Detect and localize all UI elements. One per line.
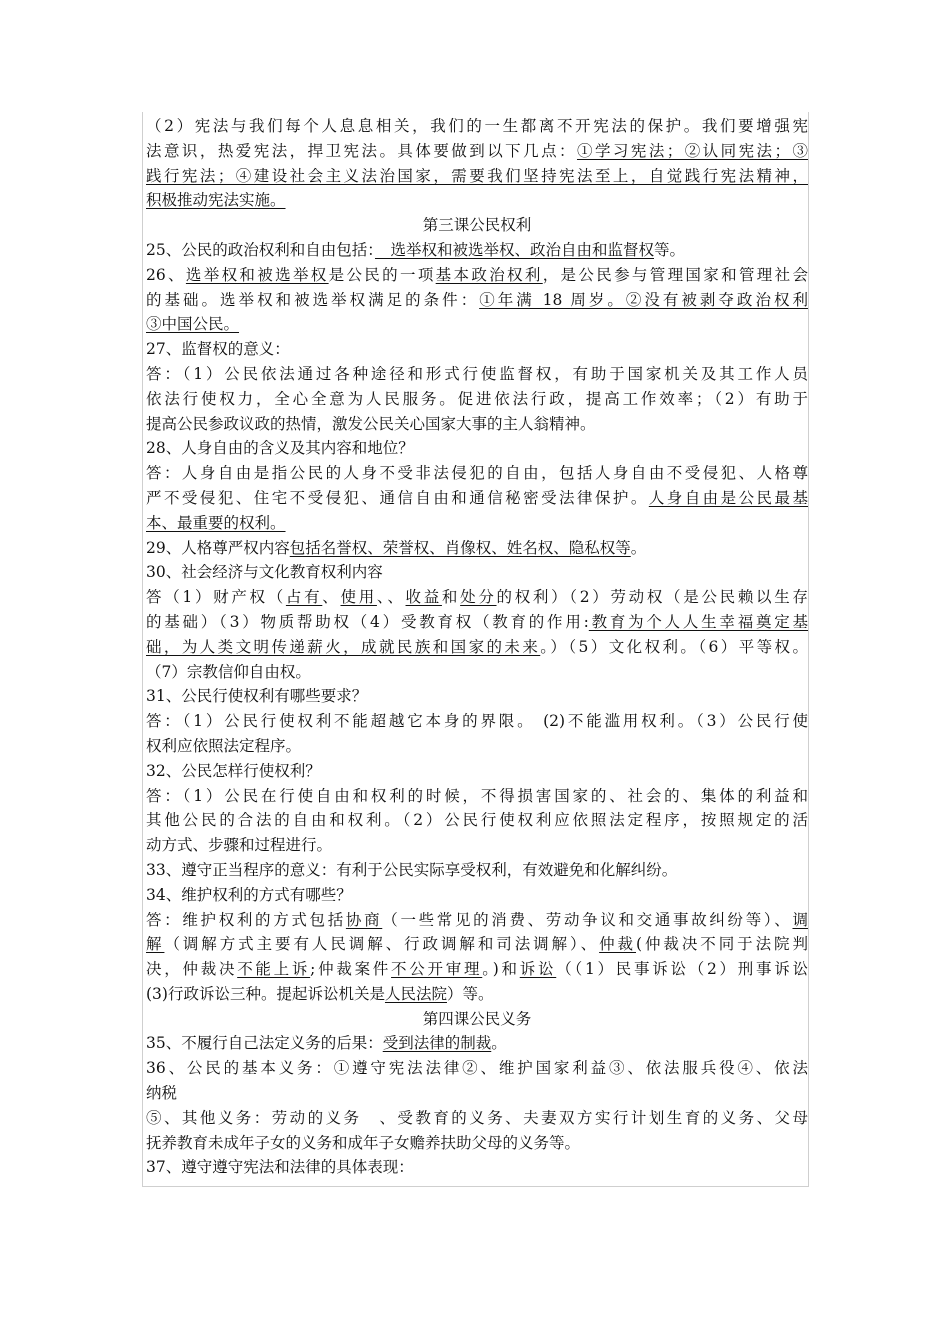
text-line: 践行宪法；④建设社会主义法治国家，需要我们坚持宪法至上，自觉践行宪法精神， [146,166,808,185]
text-line: 答：（1）公民行使权利不能超越它本身的界限。 (2)不能滥用权利。（3）公民行使 [146,712,808,731]
text-line: 抚养教育未成年子女的义务和成年子女赡养扶助父母的义务等。 [146,1133,581,1152]
question-line: 27、监督权的意义： [146,340,290,359]
section-heading: 第三课公民权利 [422,216,532,235]
question-line: 37、遵守遵守宪法和法律的具体表现： [146,1158,414,1177]
text-line: （2）宪法与我们每个人息息相关，我们的一生都离不开宪法的保护。我们要增强宪 [146,117,808,135]
question-line: 32、公民怎样行使权利？ [146,761,321,780]
text-line: 纳税 [146,1084,178,1103]
text-line: 35、不履行自己法定义务的后果：受到法律的制裁。 [146,1034,507,1053]
question-line: 28、人身自由的含义及其内容和地位？ [146,439,414,458]
text-line: 33、遵守正当程序的意义：有利于公民实际享受权利，有效避免和化解纠纷。 [146,860,678,879]
text-line: 答：维护权利的方式包括协商（一些常见的消费、劳动争议和交通事故纠纷等）、调 [146,910,808,929]
text-line: 答（1）财产权（占有、使用、、收益和处分的权利）（2）劳动权（是公民赖以生存 [146,588,808,607]
text-line: 依法行使权力，全心全意为人民服务。促进依法行政，提高工作效率；（2）有助于 [146,389,808,408]
text-line: 础，为人类文明传递薪火，成就民族和国家的未来。）（5）文化权利。（6）平等权。 [146,637,808,656]
text-line: 法意识，热爱宪法，捍卫宪法。具体要做到以下几点：①学习宪法；②认同宪法；③ [146,141,808,160]
text-line: 26、选举权和被选举权是公民的一项基本政治权利，是公民参与管理国家和管理社会 [146,265,808,284]
text-line: ⑤、其他义务：劳动的义务 、受教育的义务、夫妻双方实行计划生育的义务、父母 [146,1108,808,1127]
text-line: 的基础）（3）物质帮助权（4）受教育权（教育的作用:教育为个人人生幸福奠定基 [146,612,808,631]
text-line: 答：人身自由是指公民的人身不受非法侵犯的自由，包括人身自由不受侵犯、人格尊 [146,464,808,483]
text-line: 答：（1）公民依法通过各种途径和形式行使监督权，有助于国家机关及其工作人员 [146,364,808,383]
text-line: 的基础。选举权和被选举权满足的条件：①年满 18 周岁。②没有被剥夺政治权利 [146,290,808,309]
text-line: 36、公民的基本义务：①遵守宪法法律②、维护国家利益③、依法服兵役④、依法 [146,1059,808,1078]
text-line: 动方式、步骤和过程进行。 [146,836,333,855]
text-line: 提高公民参政议政的热情，激发公民关心国家大事的主人翁精神。 [146,414,596,433]
question-line: 31、公民行使权利有哪些要求？ [146,687,368,706]
document-body [146,114,808,1180]
text-line: 严不受侵犯、住宅不受侵犯、通信自由和通信秘密受法律保护。人身自由是公民最基 [146,488,808,507]
question-line: 30、社会经济与文化教育权利内容 [146,563,383,582]
text-line: 25、公民的政治权利和自由包括： 选举权和被选举权、政治自由和监督权等。 [146,240,686,259]
text-line: 答：（1）公民在行使自由和权利的时候，不得损害国家的、社会的、集体的利益和 [146,786,808,805]
text-line: 积极推动宪法实施。 [146,191,286,210]
text-line: ③中国公民。 [146,315,240,334]
text-line: 本、最重要的权利。 [146,513,286,532]
question-line: 34、维护权利的方式有哪些？ [146,885,352,904]
text-line: 解（调解方式主要有人民调解、行政调解和司法调解）、仲裁(仲裁决不同于法院判 [146,935,808,954]
text-line: 权利应依照法定程序。 [146,736,302,755]
text-line: 决，仲裁决不能上诉;仲裁案件不公开审理。)和诉讼（（1）民事诉讼（2）刑事诉讼 [146,960,808,979]
text-line: (3)行政诉讼三种。提起诉讼机关是人民法院）等。 [146,984,494,1003]
text-line: 其他公民的合法的自由和权利。（2）公民行使权利应依照法定程序，按照规定的活 [146,811,808,830]
text-line: 29、人格尊严权内容包括名誉权、荣誉权、肖像权、姓名权、隐私权等。 [146,538,647,557]
text-line: （7）宗教信仰自由权。 [146,662,311,681]
section-heading: 第四课公民义务 [422,1009,532,1028]
